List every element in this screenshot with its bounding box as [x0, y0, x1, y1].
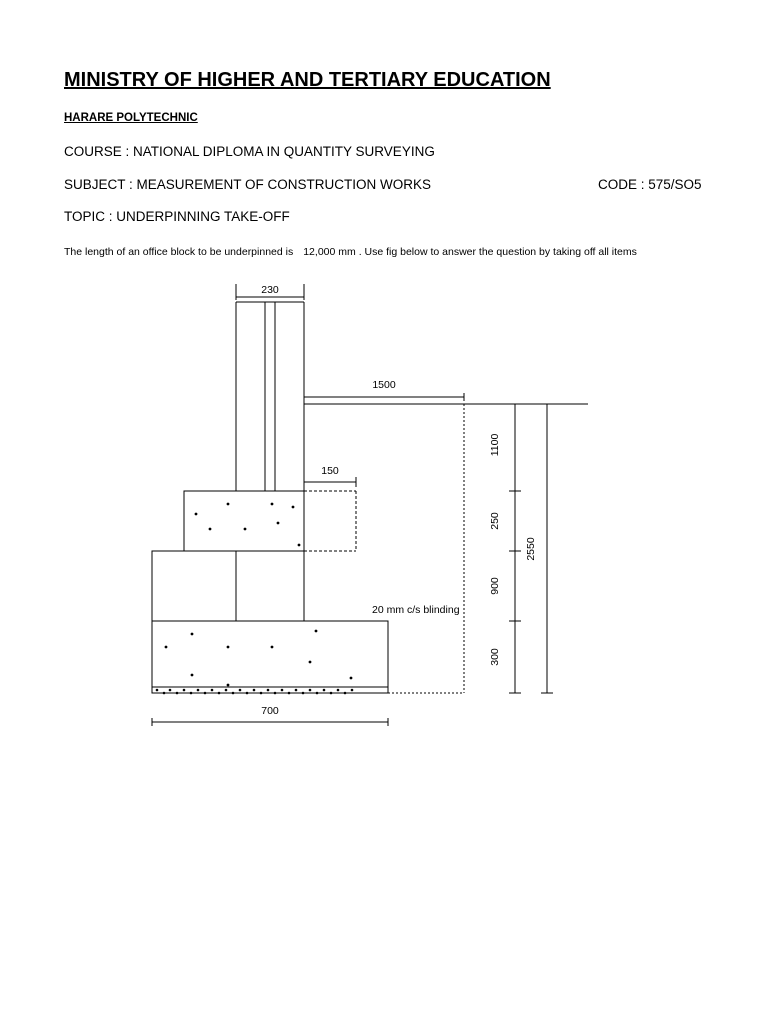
footing-projection-dashed	[304, 491, 356, 551]
dim-label-ground: 1500	[372, 379, 396, 391]
underpinning-brickwork	[152, 551, 304, 621]
question-prefix: The length of an office block to be underpinned is	[64, 246, 294, 258]
course-line: COURSE : NATIONAL DIPLOMA IN QUANTITY SURVEYING	[64, 144, 435, 159]
page-title: MINISTRY OF HIGHER AND TERTIARY EDUCATION	[64, 69, 551, 91]
dim-label-wall: 230	[261, 284, 279, 296]
dim-label-total: 2550	[525, 537, 537, 561]
dim-line-total	[541, 404, 553, 693]
question-suffix: . Use fig below to answer the question by taking off all items	[358, 246, 637, 258]
dim-line-ground	[304, 393, 464, 401]
question-length: 12,000	[303, 246, 336, 258]
dim-label-250: 250	[489, 512, 501, 530]
dim-label-base-width: 700	[261, 705, 279, 717]
subject-line: SUBJECT : MEASUREMENT OF CONSTRUCTION WORKS	[64, 177, 432, 192]
new-concrete-base	[152, 621, 388, 693]
question-unit: mm	[338, 246, 356, 258]
dim-line-projection	[304, 477, 356, 487]
dim-label-900: 900	[489, 577, 501, 595]
topic-line: TOPIC : UNDERPINNING TAKE-OFF	[64, 209, 290, 224]
institution-name: HARARE POLYTECHNIC	[64, 112, 198, 124]
existing-wall	[236, 302, 304, 491]
existing-footing	[184, 491, 304, 551]
dim-line-vertical-chain	[509, 404, 521, 693]
concrete-aggregate-dots	[165, 503, 353, 687]
dim-line-base-width	[152, 718, 388, 726]
course-code: CODE : 575/SO5	[598, 177, 702, 192]
dim-label-300: 300	[489, 648, 501, 666]
dim-label-1100: 1100	[489, 433, 501, 457]
blinding-label: 20 mm c/s blinding	[372, 604, 460, 616]
excavation-line-dashed	[388, 404, 464, 693]
dim-label-projection: 150	[321, 465, 339, 477]
